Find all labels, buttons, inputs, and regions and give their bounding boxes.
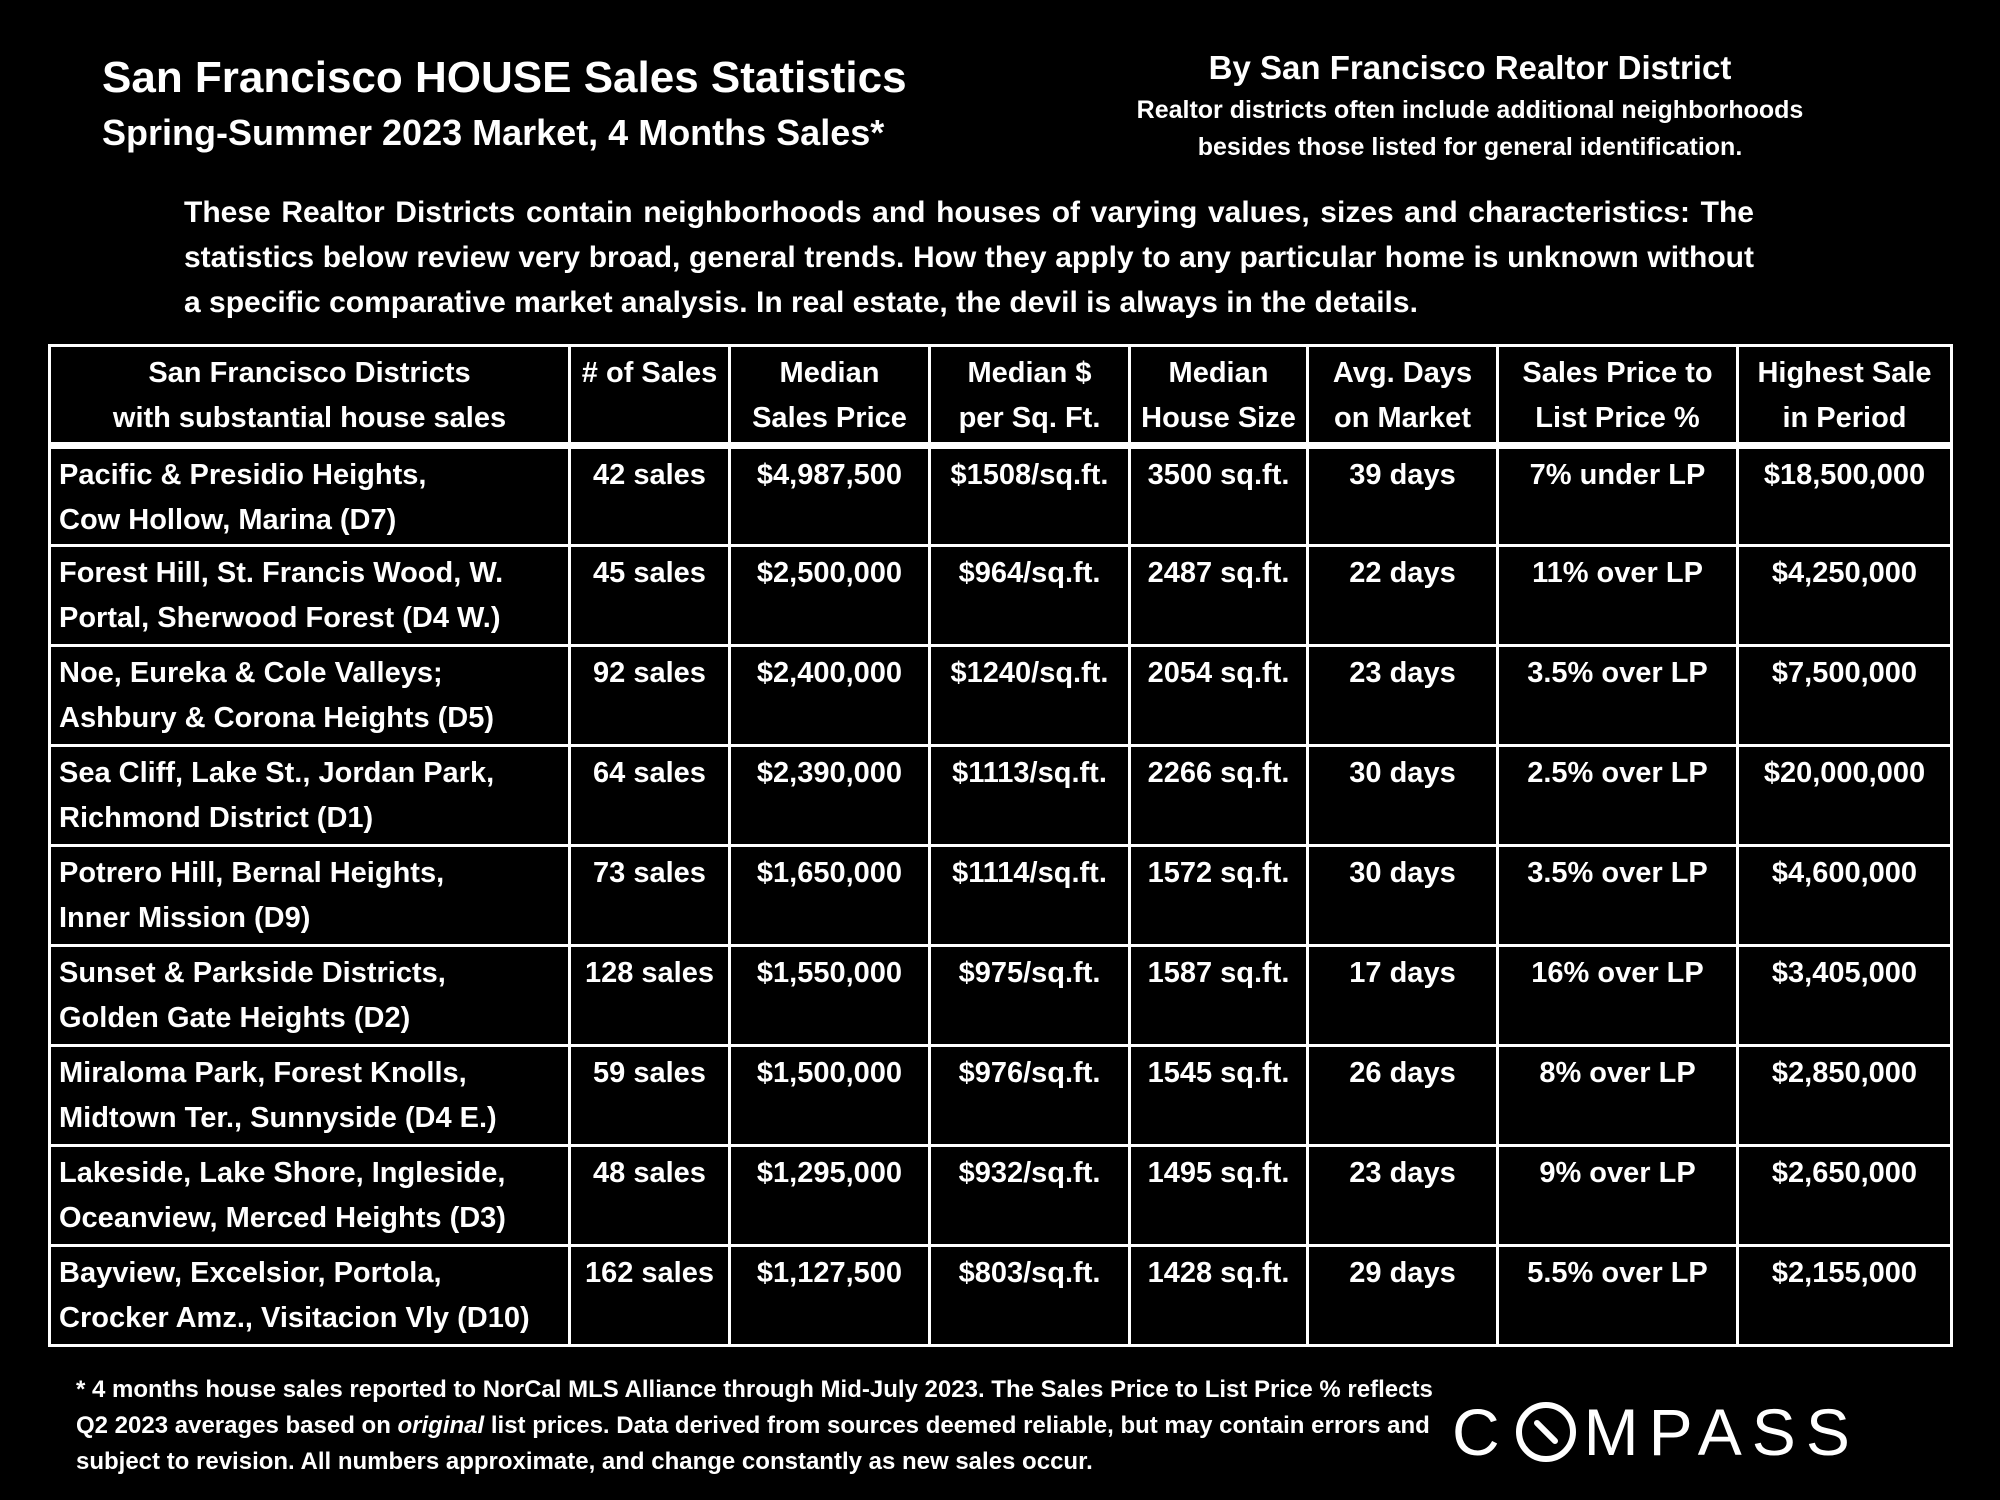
district-name-cell: Sea Cliff, Lake St., Jordan Park, Richmond District (D1): [50, 746, 570, 846]
house-size-cell: 2487 sq.ft.: [1130, 546, 1308, 646]
sp-to-lp-cell: 5.5% over LP: [1498, 1246, 1738, 1346]
median-price-cell: $2,400,000: [730, 646, 930, 746]
table-row: [50, 646, 1952, 746]
house-size-cell: 1572 sq.ft.: [1130, 846, 1308, 946]
highest-sale-cell: $2,850,000: [1738, 1046, 1952, 1146]
num-sales-cell: 42 sales: [570, 446, 730, 546]
logo-letters-rest: MPASS: [1583, 1395, 1860, 1469]
footnote-italic: original: [397, 1412, 485, 1439]
highest-sale-cell: $18,500,000: [1738, 446, 1952, 546]
table-row: [50, 546, 1952, 646]
days-on-market-cell: 22 days: [1308, 546, 1498, 646]
district-name-cell: Lakeside, Lake Shore, Ingleside, Oceanview, Merced Heights (D3): [50, 1146, 570, 1246]
header-highest-sale: Highest Sale in Period: [1738, 346, 1952, 446]
highest-sale-cell: $20,000,000: [1738, 746, 1952, 846]
district-stats-table: [48, 344, 1953, 1347]
price-per-sqft-cell: $975/sq.ft.: [930, 946, 1130, 1046]
table-row: [50, 746, 1952, 846]
days-on-market-cell: 39 days: [1308, 446, 1498, 546]
house-size-cell: 1545 sq.ft.: [1130, 1046, 1308, 1146]
table-row: [50, 1146, 1952, 1246]
days-on-market-cell: 29 days: [1308, 1246, 1498, 1346]
sp-to-lp-cell: 16% over LP: [1498, 946, 1738, 1046]
table-row: [50, 446, 1952, 546]
header-num-sales: # of Sales: [570, 346, 730, 446]
sp-to-lp-cell: 3.5% over LP: [1498, 646, 1738, 746]
page-title: San Francisco HOUSE Sales Statistics: [102, 53, 907, 102]
header-districts: San Francisco Districts with substantial house sales: [50, 346, 570, 446]
highest-sale-cell: $4,600,000: [1738, 846, 1952, 946]
price-per-sqft-cell: $932/sq.ft.: [930, 1146, 1130, 1246]
median-price-cell: $1,127,500: [730, 1246, 930, 1346]
district-name-cell: Sunset & Parkside Districts, Golden Gate Heights (D2): [50, 946, 570, 1046]
num-sales-cell: 162 sales: [570, 1246, 730, 1346]
house-size-cell: 3500 sq.ft.: [1130, 446, 1308, 546]
num-sales-cell: 92 sales: [570, 646, 730, 746]
compass-o-icon: [1514, 1400, 1578, 1464]
num-sales-cell: 128 sales: [570, 946, 730, 1046]
logo-letter-c: C: [1452, 1395, 1510, 1469]
price-per-sqft-cell: $1114/sq.ft.: [930, 846, 1130, 946]
table-row: [50, 1246, 1952, 1346]
days-on-market-cell: 26 days: [1308, 1046, 1498, 1146]
num-sales-cell: 48 sales: [570, 1146, 730, 1246]
district-note-line-1: Realtor districts often include additional neighborhoods: [1136, 96, 1804, 124]
highest-sale-cell: $4,250,000: [1738, 546, 1952, 646]
district-name-cell: Pacific & Presidio Heights, Cow Hollow, Marina (D7): [50, 446, 570, 546]
house-size-cell: 1495 sq.ft.: [1130, 1146, 1308, 1246]
median-price-cell: $1,295,000: [730, 1146, 930, 1246]
table-row: [50, 846, 1952, 946]
num-sales-cell: 64 sales: [570, 746, 730, 846]
price-per-sqft-cell: $976/sq.ft.: [930, 1046, 1130, 1146]
highest-sale-cell: $3,405,000: [1738, 946, 1952, 1046]
median-price-cell: $2,500,000: [730, 546, 930, 646]
footnote-text-1: * 4 months house sales reported to NorCal MLS Alliance through Mid-July 2023. The Sales Price to List Price % reflects Q2 2023 averages based on: [76, 1376, 1433, 1439]
sp-to-lp-cell: 3.5% over LP: [1498, 846, 1738, 946]
num-sales-cell: 73 sales: [570, 846, 730, 946]
header-median-price: Median Sales Price: [730, 346, 930, 446]
district-name-cell: Miraloma Park, Forest Knolls, Midtown Ter., Sunnyside (D4 E.): [50, 1046, 570, 1146]
title-block: [102, 48, 1002, 158]
district-name-cell: Bayview, Excelsior, Portola, Crocker Amz., Visitacion Vly (D10): [50, 1246, 570, 1346]
house-size-cell: 2266 sq.ft.: [1130, 746, 1308, 846]
district-name-cell: Noe, Eureka & Cole Valleys; Ashbury & Corona Heights (D5): [50, 646, 570, 746]
page-subtitle: Spring-Summer 2023 Market, 4 Months Sales*: [102, 112, 885, 153]
district-note-line-2: besides those listed for general identification.: [1197, 133, 1743, 161]
price-per-sqft-cell: $1508/sq.ft.: [930, 446, 1130, 546]
table-header-row: [50, 346, 1952, 446]
header-median-size: Median House Size: [1130, 346, 1308, 446]
header-days-on-market: Avg. Days on Market: [1308, 346, 1498, 446]
median-price-cell: $1,500,000: [730, 1046, 930, 1146]
by-district-heading: By San Francisco Realtor District: [1208, 49, 1732, 86]
median-price-cell: $4,987,500: [730, 446, 930, 546]
sp-to-lp-cell: 2.5% over LP: [1498, 746, 1738, 846]
num-sales-cell: 59 sales: [570, 1046, 730, 1146]
price-per-sqft-cell: $803/sq.ft.: [930, 1246, 1130, 1346]
days-on-market-cell: 23 days: [1308, 1146, 1498, 1246]
table-row: [50, 1046, 1952, 1146]
intro-paragraph: These Realtor Districts contain neighborhoods and houses of varying values, sizes and characteristics: The statistics below review very broad, general trends. How they apply to any particular home is unknown without a specific comparative market analysis. In real estate, the devil is always in the details.: [184, 196, 1754, 319]
price-per-sqft-cell: $1113/sq.ft.: [930, 746, 1130, 846]
days-on-market-cell: 30 days: [1308, 746, 1498, 846]
highest-sale-cell: $2,155,000: [1738, 1246, 1952, 1346]
house-size-cell: 2054 sq.ft.: [1130, 646, 1308, 746]
realtor-district-note: [1040, 44, 1900, 166]
house-size-cell: 1587 sq.ft.: [1130, 946, 1308, 1046]
table-row: [50, 946, 1952, 1046]
median-price-cell: $2,390,000: [730, 746, 930, 846]
days-on-market-cell: 30 days: [1308, 846, 1498, 946]
district-name-cell: Potrero Hill, Bernal Heights, Inner Mission (D9): [50, 846, 570, 946]
table-body: [50, 446, 1952, 1346]
highest-sale-cell: $7,500,000: [1738, 646, 1952, 746]
footnote: [76, 1372, 1436, 1480]
footnote-text-2: list prices. Data derived from sources deemed reliable, but may contain errors and subject to revision. All numbers approximate, and change constantly as new sales occur.: [76, 1412, 1430, 1475]
days-on-market-cell: 23 days: [1308, 646, 1498, 746]
header-median-per-sqft: Median $ per Sq. Ft.: [930, 346, 1130, 446]
compass-logo: [1452, 1392, 1860, 1472]
price-per-sqft-cell: $1240/sq.ft.: [930, 646, 1130, 746]
num-sales-cell: 45 sales: [570, 546, 730, 646]
sp-to-lp-cell: 8% over LP: [1498, 1046, 1738, 1146]
sp-to-lp-cell: 9% over LP: [1498, 1146, 1738, 1246]
median-price-cell: $1,650,000: [730, 846, 930, 946]
house-size-cell: 1428 sq.ft.: [1130, 1246, 1308, 1346]
days-on-market-cell: 17 days: [1308, 946, 1498, 1046]
sp-to-lp-cell: 7% under LP: [1498, 446, 1738, 546]
sp-to-lp-cell: 11% over LP: [1498, 546, 1738, 646]
price-per-sqft-cell: $964/sq.ft.: [930, 546, 1130, 646]
highest-sale-cell: $2,650,000: [1738, 1146, 1952, 1246]
district-name-cell: Forest Hill, St. Francis Wood, W. Portal, Sherwood Forest (D4 W.): [50, 546, 570, 646]
header-sp-to-lp: Sales Price to List Price %: [1498, 346, 1738, 446]
median-price-cell: $1,550,000: [730, 946, 930, 1046]
